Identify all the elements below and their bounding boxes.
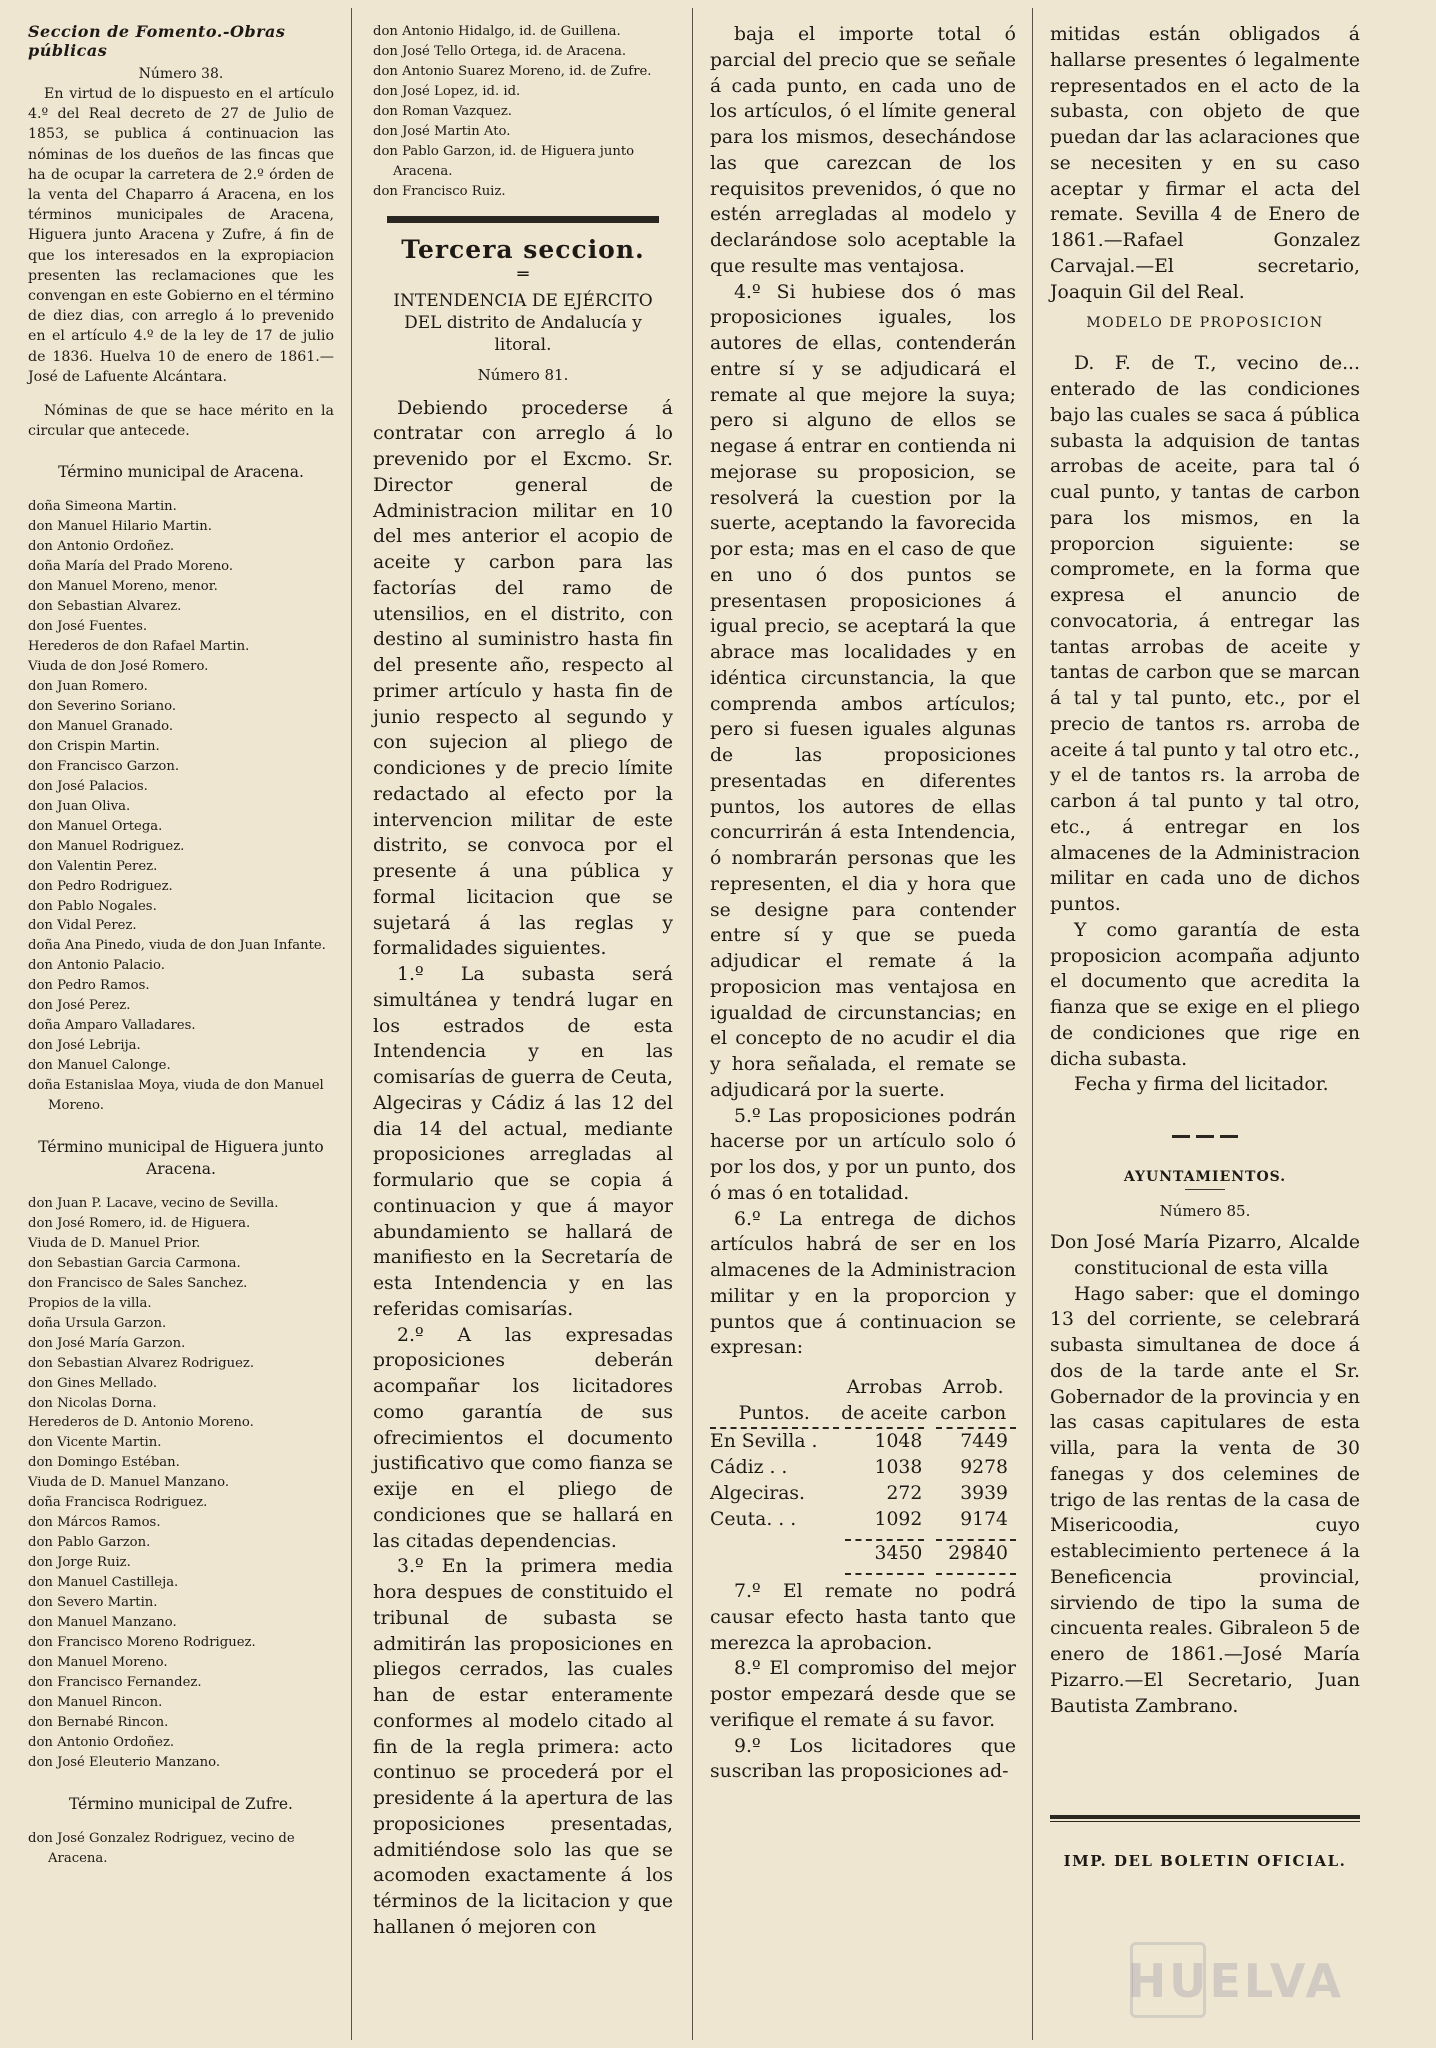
list-item: don Pedro Ramos. [28, 978, 150, 994]
table-cell: 1048 [874, 1431, 923, 1452]
paragraph: Y como garantía de esta proposicion acompaña adjunto el documento que acredita la fianza que se exige en el pliego de condiciones que rige en dicha subasta. [1050, 919, 1360, 1070]
list-item: don Manuel Moreno. [28, 1654, 168, 1670]
list-item: Herederos de D. Antonio Moreno. [28, 1415, 254, 1431]
table-row [710, 1429, 1016, 1455]
list-item: don Crispin Martin. [28, 738, 160, 754]
list-item: don Francisco Moreno Rodriguez. [28, 1634, 256, 1650]
list-item: don José María Garzon. [28, 1335, 186, 1351]
list-item: don José Eleuterio Manzano. [28, 1754, 221, 1770]
aracena-list [28, 497, 334, 1116]
list-item: don José Fuentes. [28, 619, 148, 635]
list-item: don Jorge Ruiz. [28, 1555, 131, 1571]
list-item: Viuda de D. Manuel Manzano. [28, 1475, 230, 1491]
table-divider [839, 1533, 931, 1541]
table-header: Puntos. [738, 1403, 810, 1424]
list-item: don Sebastian Garcia Carmona. [28, 1255, 241, 1271]
table-cell: 7449 [960, 1431, 1008, 1452]
paragraph: 9.º Los licitadores que suscriban las proposiciones ad- [710, 1735, 1016, 1783]
table-cell: 3939 [960, 1483, 1008, 1504]
delivery-table [710, 1375, 1016, 1575]
imprenta-footer: IMP. DEL BOLETIN OFICIAL. [1063, 1852, 1347, 1871]
list-item: don Manuel Manzano. [28, 1615, 177, 1631]
double-dash-divider: ═ [517, 263, 529, 285]
table-cell: 1092 [874, 1509, 923, 1530]
hago-saber-text: Hago saber: que el domingo 13 del corriente, se celebrará subasta simultanea de doce á dos de la tarde ante el Sr. Gobernador de la provincia y en las casas capitulares de esta villa, para la venta de 30 fanegas y dos celemines de trigo de las rentas de la casa de Misericoodia, cuyo establecimiento pertenece á la Beneficencia provincial, sirviendo de tipo la suma de cincuenta reales. Gibraleon 5 de enero de 1861.—José María Pizarro.—El Secretario, Juan Bautista Zambrano. [1050, 1283, 1360, 1717]
list-item: don Sebastian Alvarez Rodriguez. [28, 1355, 255, 1371]
modelo-body [1050, 351, 1360, 1098]
nominas-note-text: Nóminas de que se hace mérito en la circular que antecede. [28, 403, 334, 440]
column-rule [692, 8, 693, 2040]
list-item: don Vicente Martin. [28, 1435, 162, 1451]
list-item: Viuda de don José Romero. [28, 659, 209, 675]
paragraph: D. F. de T., vecino de... enterado de las condiciones bajo las cuales se saca á pública subasta la adquision de tantas arrobas de aceite, para tal ó cual punto, y tantas de carbon para los mismos, en la proporcion siguiente: se compromete, en la forma que expresa el anuncio de convocatoria, á entregar las tantas arrobas de aceite y tantas de carbon que se marcan á tal y tal punto, etc., por el precio de tantos rs. arroba de aceite á tal punto y tal otro etc., y el de tantos rs. la arroba de carbon á tal punto y tal otro, etc., á entregar en los almacenes de la Administracion militar en cada uno de dichos puntos. [1050, 353, 1360, 915]
list-item: don Severino Soriano. [28, 698, 177, 714]
paragraph: 4.º Si hubiese dos ó mas proposiciones iguales, los autores de ellas, contenderán entre sí y se adjudicará el remate al que mejore la suya; pero si alguno de ellos se negase á entrar en contienda ni mejorase su proposicion, se resolverá la cuestion por la suerte, aceptando la favorecida por esta; mas en el caso de que en uno ó dos puntos se presentasen proposiciones á igual precio, se aceptará la que abrace mas localidades y en idéntica circunstancia, la que comprenda ambos artículos; pero si fuesen iguales algunas de las proposiciones presentadas en diferentes puntos, los autores de ellas concurrirán á esta Intendencia, ó nombrarán personas que les representen, el dia y hora que se designe para contender entre sí y que se pueda adjudicar el remate á la proposicion mas ventajosa en igualdad de circunstancias; en el concepto de no acudir el dia y hora señalada, el remate se adjudicará por la suerte. [710, 281, 1016, 1101]
higuera-list [28, 1194, 334, 1773]
list-item: don José Lebrija. [28, 1038, 141, 1054]
list-item: don José Perez. [28, 998, 131, 1014]
huelva-watermark: HUELVA [1127, 1954, 1344, 2008]
zufre-title: Término municipal de Zufre. [69, 1794, 293, 1813]
list-item: don Domingo Estéban. [28, 1455, 180, 1471]
short-divider [1185, 1189, 1225, 1190]
list-item: doña Simeona Martin. [28, 499, 177, 515]
list-item: doña Amparo Valladares. [28, 1018, 196, 1034]
table-cell: Algeciras. [710, 1483, 806, 1504]
ayuntamiento-notice [1050, 1230, 1360, 1719]
list-item: don José Martin Ato. [373, 123, 511, 139]
list-item: don Gines Mellado. [28, 1375, 158, 1391]
column-rule [351, 8, 352, 2040]
list-item: don Sebastian Alvarez. [28, 599, 182, 615]
table-divider [710, 1567, 839, 1575]
table-header: Arrob. carbon [940, 1377, 1007, 1424]
notice-intro: En virtud de lo dispuesto en el artículo 4.º del Real decreto de 27 de Julio de 1853, se publica á continuacion las nóminas de los dueños de las fincas que ha de ocupar la carretera de 2.º órden de la venta del Chaparro á Aracena, en los términos municipales de Aracena, Higuera junto Aracena y Zufre, á fin de que los interesados en la expropiacion presenten las reclamaciones que les convengan en este Gobierno en el término de diez dias, con arreglo á lo prevenido en el artículo 4.º de la ley de 17 de julio de 1836. Huelva 10 de enero de 1861.—José de Lafuente Alcántara. [28, 86, 334, 385]
modelo-title: MODELO DE PROPOSICION [1086, 315, 1324, 332]
list-item: don José Romero, id. de Higuera. [28, 1215, 251, 1231]
table-cell: En Sevilla . [710, 1431, 818, 1452]
list-item: don Nicolas Dorna. [28, 1395, 157, 1411]
list-item: don Manuel Ortega. [28, 818, 163, 834]
list-item: don Manuel Moreno, menor. [28, 579, 218, 595]
list-item: don Francisco Fernandez. [28, 1674, 202, 1690]
list-item: don Manuel Rincon. [28, 1694, 163, 1710]
table-cell: 1038 [874, 1457, 923, 1478]
paragraph: 7.º El remate no podrá causar efecto hasta tanto que merezca la aprobacion. [710, 1581, 1016, 1654]
list-item: don Vidal Perez. [28, 918, 137, 934]
intendencia-body [373, 396, 673, 1941]
names-continued-list [373, 22, 673, 202]
table-cell: 272 [886, 1483, 923, 1504]
list-item: doña Estanislaa Moya, viuda de don Manuel Moreno. [28, 1078, 324, 1114]
total-aceite: 3450 [874, 1543, 923, 1564]
list-item: don Manuel Castilleja. [28, 1575, 179, 1591]
conditions-body-2 [710, 1579, 1016, 1785]
list-item: don José Lopez, id. id. [373, 83, 521, 99]
paragraph: Fecha y firma del licitador. [1074, 1074, 1329, 1096]
list-item: don Manuel Calonge. [28, 1058, 171, 1074]
alcalde-line: Don José María Pizarro, Alcalde constitucional de esta villa [1050, 1232, 1360, 1279]
column-4 [1050, 22, 1360, 1870]
notice-intro-block [28, 84, 334, 387]
list-item: don Antonio Hidalgo, id. de Guillena. [373, 24, 621, 39]
zufre-list [28, 1829, 334, 1869]
remate-text: mitidas están obligados á hallarse presentes ó legalmente representados en el acto de la subasta, con objeto de que puedan dar las aclaraciones que se necesiten y en su caso aceptar y firmar el acta del remate. Sevilla 4 de Enero de 1861.—Rafael Gonzalez Carvajal.—El secretario, Joaquin Gil del Real. [1050, 24, 1360, 303]
list-item: don Bernabé Rincon. [28, 1714, 169, 1730]
footer-rule [1050, 1815, 1360, 1822]
paragraph: 2.º A las expresadas proposiciones deberán acompañar los licitadores como garantía de sus ofrecimientos el documento justificativo que como fianza se exije en el pliego de condiciones que se hallará en las citadas dependencias. [373, 1324, 673, 1552]
total-carbon: 29840 [948, 1543, 1008, 1564]
list-item: don Francisco de Sales Sanchez. [28, 1275, 248, 1291]
list-item: don Juan Romero. [28, 679, 148, 695]
section-divider [1050, 1126, 1360, 1145]
list-item: don Antonio Palacio. [28, 958, 165, 974]
intendencia-heading: INTENDENCIA DE EJÉRCITO DEL distrito de Andalucía y litoral. [393, 290, 653, 355]
list-item: don Antonio Ordoñez. [28, 539, 175, 555]
column-rule [1032, 8, 1033, 2040]
list-item: don Francisco Ruiz. [373, 183, 506, 199]
notice-number: Número 85. [1159, 1202, 1251, 1220]
table-divider [839, 1567, 931, 1575]
list-item: Viuda de D. Manuel Prior. [28, 1235, 201, 1251]
list-item: don Antonio Ordoñez. [28, 1734, 175, 1750]
table-divider [710, 1533, 839, 1541]
list-item: don Juan Oliva. [28, 798, 131, 814]
paragraph: 1.º La subasta será simultánea y tendrá lugar en los estrados de esta Intendencia y en las comisarías de guerra de Ceuta, Algeciras y Cádiz á las 12 del dia 14 del actual, mediante proposiciones arregladas al formulario que se copia á continuacion y que á mayor abundamiento se hallará de manifiesto en la Secretaría de esta Intendencia y en las referidas comisarías. [373, 964, 673, 1320]
table-cell: Ceuta. . . [710, 1509, 797, 1530]
list-item: don José Palacios. [28, 778, 148, 794]
list-item: don Pablo Garzon. [28, 1535, 151, 1551]
list-item: don José Tello Ortega, id. de Aracena. [373, 43, 627, 59]
list-item: don Manuel Rodriguez. [28, 838, 185, 854]
tercera-seccion-title: Tercera seccion. [401, 234, 645, 264]
table-row [710, 1455, 1016, 1481]
table-cell: Cádiz . . [710, 1457, 788, 1478]
ayuntamientos-title: AYUNTAMIENTOS. [1123, 1169, 1287, 1185]
nominas-note [28, 401, 334, 441]
list-item: doña María del Prado Moreno. [28, 559, 234, 575]
list-item: don Francisco Garzon. [28, 758, 180, 774]
list-item: don Pedro Rodriguez. [28, 878, 173, 894]
column-2 [373, 22, 673, 1941]
paragraph: 3.º En la primera media hora despues de constituido el tribunal de subasta se admitirán las proposiciones en pliegos cerrados, las cuales han de estar enteramente conformes al modelo citado al fin de la regla primera: acto continuo se procederá por el presidente á la apertura de las proposiciones presentadas, admitiéndose solo las que se acomoden exactamente á los términos de la licitacion y que hallanen ó mejoren con [373, 1556, 673, 1938]
list-item: don Antonio Suarez Moreno, id. de Zufre. [373, 63, 652, 79]
table-body [710, 1429, 1016, 1533]
paragraph: baja el importe total ó parcial del precio que se señale á cada punto, en cada uno de los artículos, ó el límite general para los mismos, desechándose las que carezcan de los requisitos prevenidos, ó que no estén arregladas al modelo y declarándose solo aceptable la que resulte mas ventajosa. [710, 24, 1016, 277]
list-item: doña Ursula Garzon. [28, 1315, 167, 1331]
list-item: don Pablo Nogales. [28, 898, 157, 914]
list-item: Herederos de don Rafael Martin. [28, 639, 250, 655]
table-row [710, 1507, 1016, 1533]
remate-paragraph [1050, 22, 1360, 305]
list-item: don Márcos Ramos. [28, 1515, 161, 1531]
list-item: don Roman Vazquez. [373, 103, 512, 119]
table-cell [710, 1541, 839, 1567]
table-header: Arrobas de aceite [841, 1377, 928, 1424]
section-header: Seccion de Fomento.-Obras públicas [28, 22, 286, 60]
list-item: doña Ana Pinedo, viuda de don Juan Infante. [28, 938, 326, 954]
list-item: don Pablo Garzon, id. de Higuera junto Aracena. [373, 143, 635, 179]
section-rule [387, 216, 659, 223]
paragraph: 8.º El compromiso del mejor postor empezará desde que se verifique el remate á su favor. [710, 1658, 1016, 1731]
list-item: don Manuel Granado. [28, 718, 174, 734]
notice-number: Número 38. [138, 66, 224, 82]
table-divider [930, 1533, 1016, 1541]
table-cell: 9174 [960, 1509, 1008, 1530]
paragraph: Debiendo procederse á contratar con arreglo á lo prevenido por el Excmo. Sr. Director general de Administracion militar en 10 del mes anterior el acopio de aceite y carbon para las factorías del ramo de utensilios, en el distrito, con destino al suministro hasta fin del presente año, respecto al primer artículo y hasta fin de junio respecto al segundo y con sujecion al pliego de condiciones y de precio límite redactado al efecto por la intervencion militar de este distrito, se convoca por el presente á una pública y formal licitacion que se sujetará á las reglas y formalidades siguientes. [373, 397, 673, 960]
list-item: Propios de la villa. [28, 1295, 152, 1311]
list-item: doña Francisca Rodriguez. [28, 1495, 208, 1511]
table-divider [930, 1567, 1016, 1575]
column-1 [28, 22, 334, 1869]
higuera-title: Término municipal de Higuera junto Aracena. [38, 1138, 324, 1178]
column-3 [710, 22, 1016, 1785]
aracena-title: Término municipal de Aracena. [58, 463, 304, 482]
list-item: don Juan P. Lacave, vecino de Sevilla. [28, 1196, 279, 1211]
notice-number: Número 81. [477, 365, 569, 384]
paragraph: 5.º Las proposiciones podrán hacerse por un artículo solo ó por los dos, y por un punto, dos ó mas ó en totalidad. [710, 1105, 1016, 1204]
list-item: don Valentin Perez. [28, 858, 158, 874]
list-item: don José Gonzalez Rodriguez, vecino de Aracena. [28, 1830, 295, 1866]
list-item: don Manuel Hilario Martin. [28, 519, 212, 535]
list-item: don Severo Martin. [28, 1595, 158, 1611]
paragraph: 6.º La entrega de dichos artículos habrá de ser en los almacenes de la Administracion militar y en la proporcion y puntos que á continuacion se expresan: [710, 1208, 1016, 1359]
conditions-body [710, 22, 1016, 1361]
table-cell: 9278 [960, 1457, 1008, 1478]
table-row [710, 1481, 1016, 1507]
